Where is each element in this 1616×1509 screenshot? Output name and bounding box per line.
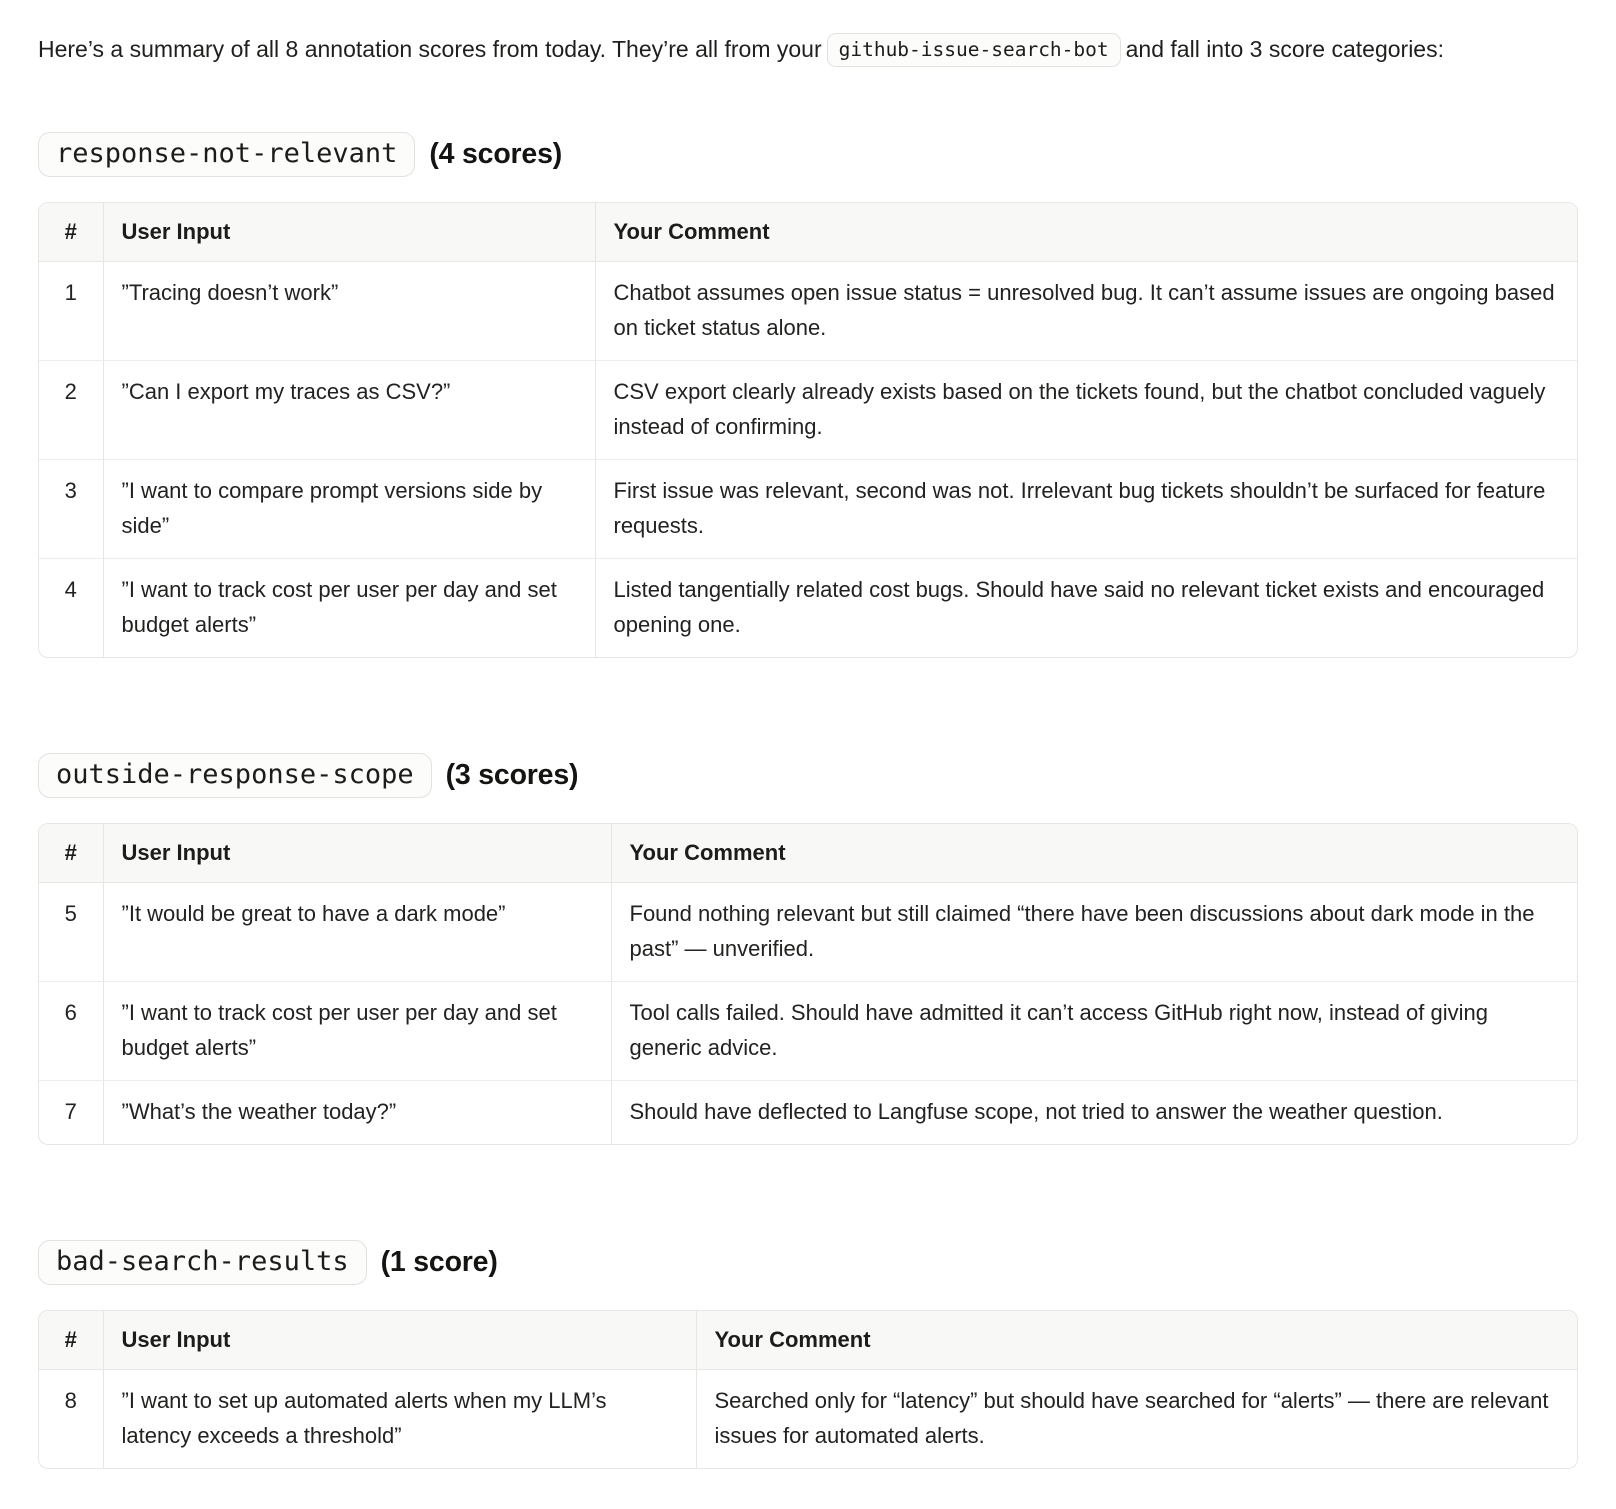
table-row <box>39 1370 1577 1469</box>
table-row <box>39 982 1577 1081</box>
row-number: 3 <box>39 460 103 559</box>
category-code-badge: outside-response-scope <box>38 753 432 798</box>
column-header-num: # <box>39 1311 103 1370</box>
table-header-row <box>39 203 1577 262</box>
section-heading <box>38 132 1578 177</box>
column-header-your-comment: Your Comment <box>595 203 1577 262</box>
row-number: 6 <box>39 982 103 1081</box>
table-row <box>39 361 1577 460</box>
section-response-not-relevant <box>38 132 1578 658</box>
table-row <box>39 883 1577 982</box>
table-row <box>39 262 1577 361</box>
category-code-badge: bad-search-results <box>38 1240 367 1285</box>
row-user-input: ”I want to track cost per user per day and set budget alerts” <box>103 559 595 658</box>
row-number: 7 <box>39 1081 103 1145</box>
score-count-label: (4 scores) <box>429 138 563 170</box>
column-header-num: # <box>39 203 103 262</box>
row-number: 5 <box>39 883 103 982</box>
section-bad-search-results <box>38 1240 1578 1469</box>
row-comment: Listed tangentially related cost bugs. Should have said no relevant ticket exists and encouraged opening one. <box>613 577 1545 637</box>
column-header-your-comment: Your Comment <box>611 824 1577 883</box>
section-heading <box>38 1240 1578 1285</box>
intro-text-before: Here’s a summary of all 8 annotation scores from today. They’re all from your <box>38 36 822 62</box>
score-count-label: (3 scores) <box>445 759 579 791</box>
scores-table <box>38 1310 1578 1469</box>
table-row <box>39 559 1577 658</box>
score-count-label: (1 score) <box>380 1246 498 1278</box>
row-comment: First issue was relevant, second was not. Irrelevant bug tickets shouldn’t be surfaced for feature requests. <box>595 460 1577 559</box>
row-comment: CSV export clearly already exists based on the tickets found, but the chatbot concluded vaguely instead of confirming. <box>595 361 1577 460</box>
row-number: 2 <box>39 361 103 460</box>
bot-name-code-badge: github-issue-search-bot <box>827 33 1121 67</box>
row-comment: Should have deflected to Langfuse scope, not tried to answer the weather question. <box>629 1099 1443 1124</box>
section-outside-response-scope <box>38 753 1578 1145</box>
scores-table <box>38 823 1578 1145</box>
intro-paragraph <box>38 26 1578 72</box>
row-number: 4 <box>39 559 103 658</box>
scores-table <box>38 202 1578 658</box>
row-comment: Searched only for “latency” but should have searched for “alerts” — there are relevant issues for automated alerts. <box>714 1388 1549 1448</box>
row-user-input: ”What’s the weather today?” <box>103 1081 611 1145</box>
table-row <box>39 460 1577 559</box>
row-comment: Found nothing relevant but still claimed “there have been discussions about dark mode in the past” — unverified. <box>611 883 1577 982</box>
row-number: 8 <box>39 1370 103 1469</box>
row-comment: Chatbot assumes open issue status = unresolved bug. It can’t assume issues are ongoing based on ticket status alone. <box>595 262 1577 361</box>
row-user-input: ”It would be great to have a dark mode” <box>103 883 611 982</box>
column-header-user-input: User Input <box>103 1311 696 1370</box>
table-header-row <box>39 824 1577 883</box>
table-row <box>39 1081 1577 1145</box>
column-header-your-comment: Your Comment <box>696 1311 1577 1370</box>
column-header-user-input: User Input <box>103 824 611 883</box>
row-comment: Tool calls failed. Should have admitted it can’t access GitHub right now, instead of giving generic advice. <box>611 982 1577 1081</box>
category-code-badge: response-not-relevant <box>38 132 415 177</box>
row-number: 1 <box>39 262 103 361</box>
table-header-row <box>39 1311 1577 1370</box>
column-header-user-input: User Input <box>103 203 595 262</box>
row-user-input: ”I want to set up automated alerts when my LLM’s latency exceeds a threshold” <box>103 1370 696 1469</box>
row-user-input: ”I want to track cost per user per day and set budget alerts” <box>103 982 611 1081</box>
row-user-input: ”Can I export my traces as CSV?” <box>103 361 595 460</box>
row-user-input: ”Tracing doesn’t work” <box>103 262 595 361</box>
column-header-num: # <box>39 824 103 883</box>
section-heading <box>38 753 1578 798</box>
row-user-input: ”I want to compare prompt versions side by side” <box>103 460 595 559</box>
intro-text-after: and fall into 3 score categories: <box>1125 36 1444 62</box>
